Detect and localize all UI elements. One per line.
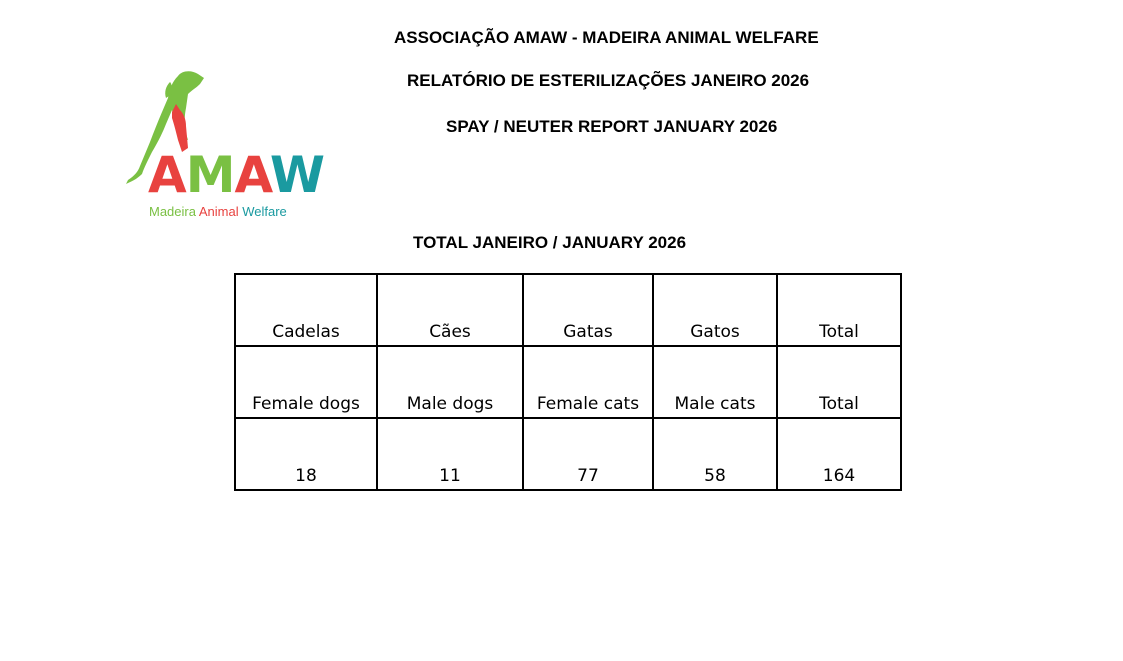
header-cell-en: Total (777, 346, 901, 418)
header-cell-pt: Cães (377, 274, 523, 346)
header-cell-pt: Cadelas (235, 274, 377, 346)
report-title-pt-text: RELATÓRIO DE ESTERILIZAÇÕES JANEIRO 2026 (407, 71, 810, 90)
org-title-text: ASSOCIAÇÃO AMAW - MADEIRA ANIMAL WELFARE (394, 28, 819, 47)
header-cell-en: Female dogs (235, 346, 377, 418)
value-cell: 77 (523, 418, 653, 490)
header-cell-pt: Total (777, 274, 901, 346)
table-row-headers-pt (235, 274, 901, 346)
table-title-text: TOTAL JANEIRO / JANUARY 2026 (413, 233, 687, 252)
value-cell: 11 (377, 418, 523, 490)
header-cell-en: Male cats (653, 346, 777, 418)
report-title-en-text: SPAY / NEUTER REPORT JANUARY 2026 (446, 117, 778, 136)
header-cell-en: Male dogs (377, 346, 523, 418)
header-cell-pt: Gatas (523, 274, 653, 346)
logo-tagline: Madeira Animal Welfare (149, 204, 287, 219)
logo-letters: AMAW (148, 146, 325, 204)
header-cell-pt: Gatos (653, 274, 777, 346)
cat-silhouette-icon (172, 104, 188, 152)
value-cell: 58 (653, 418, 777, 490)
amaw-logo (122, 68, 325, 223)
value-cell: 18 (235, 418, 377, 490)
amaw-logo-graphic (122, 68, 325, 223)
sterilization-table (234, 273, 902, 491)
header-cell-en: Female cats (523, 346, 653, 418)
value-cell: 164 (777, 418, 901, 490)
table-row-values (235, 418, 901, 490)
table-row-headers-en (235, 346, 901, 418)
